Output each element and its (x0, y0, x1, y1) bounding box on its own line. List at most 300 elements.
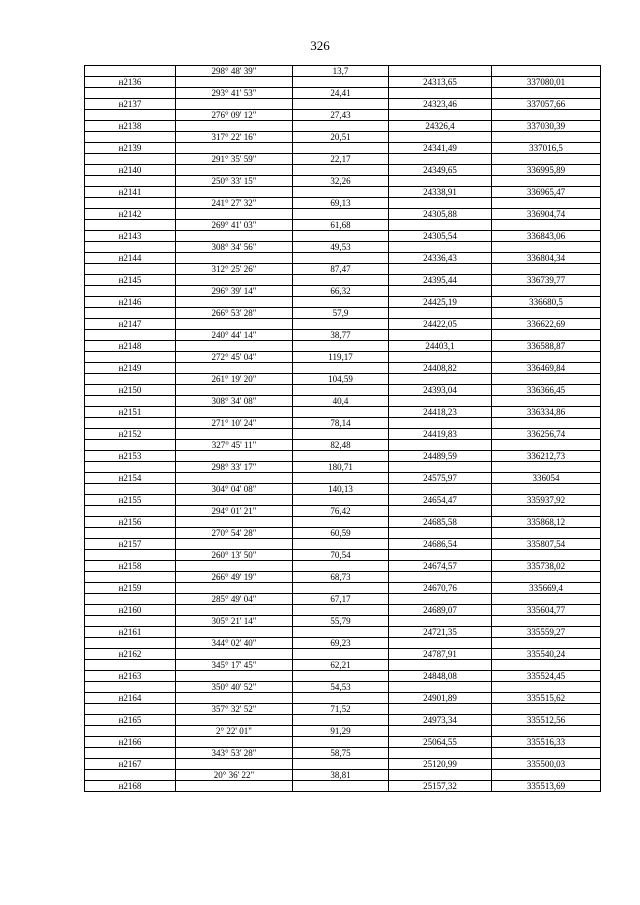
segment-length-cell-empty (293, 407, 389, 418)
segment-length-cell: 32,26 (293, 176, 389, 187)
segment-row (85, 198, 601, 209)
x-coordinate-cell-empty (389, 308, 492, 319)
y-coordinate-cell-empty (492, 308, 601, 319)
segment-row (85, 88, 601, 99)
x-coordinate-cell-empty (389, 110, 492, 121)
x-coordinate-cell-empty (389, 440, 492, 451)
direction-angle-cell-empty (176, 627, 293, 638)
direction-angle-cell: 312° 25' 26" (176, 264, 293, 275)
direction-angle-cell-empty (176, 341, 293, 352)
segment-row (85, 638, 601, 649)
direction-angle-cell: 2° 22' 01" (176, 726, 293, 737)
point-name-cell-empty (85, 374, 176, 385)
y-coordinate-cell: 336843,06 (492, 231, 601, 242)
direction-angle-cell-empty (176, 759, 293, 770)
direction-angle-cell-empty (176, 253, 293, 264)
point-name-cell: н2155 (85, 495, 176, 506)
segment-length-cell-empty (293, 385, 389, 396)
point-name-cell-empty (85, 748, 176, 759)
point-row (85, 671, 601, 682)
y-coordinate-cell: 336256,74 (492, 429, 601, 440)
x-coordinate-cell: 24689,07 (389, 605, 492, 616)
x-coordinate-cell-empty (389, 748, 492, 759)
point-name-cell-empty (85, 176, 176, 187)
point-name-cell: н2151 (85, 407, 176, 418)
point-name-cell-empty (85, 66, 176, 77)
segment-length-cell: 62,21 (293, 660, 389, 671)
direction-angle-cell: 270° 54' 28" (176, 528, 293, 539)
x-coordinate-cell: 25120,99 (389, 759, 492, 770)
direction-angle-cell: 293° 41' 53" (176, 88, 293, 99)
point-name-cell: н2166 (85, 737, 176, 748)
x-coordinate-cell-empty (389, 286, 492, 297)
y-coordinate-cell-empty (492, 264, 601, 275)
direction-angle-cell-empty (176, 561, 293, 572)
x-coordinate-cell: 24395,44 (389, 275, 492, 286)
direction-angle-cell: 345° 17' 45" (176, 660, 293, 671)
direction-angle-cell-empty (176, 451, 293, 462)
segment-length-cell-empty (293, 297, 389, 308)
y-coordinate-cell-empty (492, 88, 601, 99)
point-name-cell: н2144 (85, 253, 176, 264)
direction-angle-cell: 296° 39' 14" (176, 286, 293, 297)
y-coordinate-cell-empty (492, 528, 601, 539)
direction-angle-cell: 241° 27' 32" (176, 198, 293, 209)
y-coordinate-cell: 335937,92 (492, 495, 601, 506)
y-coordinate-cell-empty (492, 484, 601, 495)
coordinates-table-body (85, 66, 601, 792)
point-name-cell-empty (85, 242, 176, 253)
point-name-cell: н2160 (85, 605, 176, 616)
point-row (85, 253, 601, 264)
point-name-cell: н2161 (85, 627, 176, 638)
point-row (85, 121, 601, 132)
direction-angle-cell-empty (176, 737, 293, 748)
point-row (85, 649, 601, 660)
direction-angle-cell-empty (176, 187, 293, 198)
segment-row (85, 264, 601, 275)
x-coordinate-cell-empty (389, 374, 492, 385)
point-row (85, 363, 601, 374)
direction-angle-cell: 285° 49' 04" (176, 594, 293, 605)
point-name-cell: н2156 (85, 517, 176, 528)
point-name-cell-empty (85, 572, 176, 583)
x-coordinate-cell: 24305,88 (389, 209, 492, 220)
x-coordinate-cell: 24787,91 (389, 649, 492, 660)
point-row (85, 341, 601, 352)
segment-length-cell: 57,9 (293, 308, 389, 319)
segment-length-cell: 66,32 (293, 286, 389, 297)
x-coordinate-cell: 25157,32 (389, 781, 492, 792)
direction-angle-cell-empty (176, 539, 293, 550)
y-coordinate-cell-empty (492, 418, 601, 429)
segment-length-cell-empty (293, 583, 389, 594)
point-name-cell: н2149 (85, 363, 176, 374)
x-coordinate-cell-empty (389, 220, 492, 231)
point-name-cell: н2165 (85, 715, 176, 726)
y-coordinate-cell: 335512,56 (492, 715, 601, 726)
x-coordinate-cell: 24721,35 (389, 627, 492, 638)
direction-angle-cell: 20° 36' 22" (176, 770, 293, 781)
y-coordinate-cell: 336965,47 (492, 187, 601, 198)
direction-angle-cell: 271° 10' 24" (176, 418, 293, 429)
point-name-cell-empty (85, 704, 176, 715)
point-name-cell: н2152 (85, 429, 176, 440)
point-name-cell: н2142 (85, 209, 176, 220)
segment-length-cell-empty (293, 561, 389, 572)
segment-row (85, 220, 601, 231)
segment-length-cell: 54,53 (293, 682, 389, 693)
x-coordinate-cell: 24305,54 (389, 231, 492, 242)
y-coordinate-cell: 335807,54 (492, 539, 601, 550)
y-coordinate-cell: 335524,45 (492, 671, 601, 682)
y-coordinate-cell: 335868,12 (492, 517, 601, 528)
x-coordinate-cell: 24686,54 (389, 539, 492, 550)
point-name-cell: н2143 (85, 231, 176, 242)
y-coordinate-cell: 336334,86 (492, 407, 601, 418)
y-coordinate-cell: 337030,39 (492, 121, 601, 132)
point-row (85, 77, 601, 88)
point-name-cell: н2157 (85, 539, 176, 550)
direction-angle-cell: 294° 01' 21" (176, 506, 293, 517)
segment-row (85, 352, 601, 363)
direction-angle-cell: 344° 02' 40" (176, 638, 293, 649)
point-name-cell-empty (85, 110, 176, 121)
point-row (85, 627, 601, 638)
segment-length-cell: 76,42 (293, 506, 389, 517)
point-name-cell-empty (85, 264, 176, 275)
segment-length-cell-empty (293, 605, 389, 616)
direction-angle-cell: 343° 53' 28" (176, 748, 293, 759)
point-name-cell-empty (85, 550, 176, 561)
point-name-cell-empty (85, 88, 176, 99)
y-coordinate-cell: 336904,74 (492, 209, 601, 220)
segment-length-cell-empty (293, 209, 389, 220)
direction-angle-cell: 261° 19' 20" (176, 374, 293, 385)
segment-length-cell-empty (293, 693, 389, 704)
segment-row (85, 484, 601, 495)
segment-row (85, 770, 601, 781)
segment-length-cell: 82,48 (293, 440, 389, 451)
point-name-cell: н2136 (85, 77, 176, 88)
x-coordinate-cell-empty (389, 176, 492, 187)
segment-row (85, 594, 601, 605)
x-coordinate-cell: 24419,83 (389, 429, 492, 440)
x-coordinate-cell-empty (389, 396, 492, 407)
point-name-cell: н2146 (85, 297, 176, 308)
direction-angle-cell-empty (176, 517, 293, 528)
point-name-cell: н2159 (85, 583, 176, 594)
segment-row (85, 572, 601, 583)
direction-angle-cell-empty (176, 209, 293, 220)
y-coordinate-cell-empty (492, 374, 601, 385)
direction-angle-cell: 308° 34' 08" (176, 396, 293, 407)
x-coordinate-cell: 24670,76 (389, 583, 492, 594)
segment-length-cell-empty (293, 737, 389, 748)
direction-angle-cell: 269° 41' 03" (176, 220, 293, 231)
point-row (85, 231, 601, 242)
y-coordinate-cell-empty (492, 660, 601, 671)
point-name-cell: н2148 (85, 341, 176, 352)
point-name-cell: н2164 (85, 693, 176, 704)
segment-length-cell: 55,79 (293, 616, 389, 627)
y-coordinate-cell-empty (492, 594, 601, 605)
x-coordinate-cell: 24393,04 (389, 385, 492, 396)
segment-length-cell-empty (293, 539, 389, 550)
direction-angle-cell-empty (176, 583, 293, 594)
y-coordinate-cell: 337016,5 (492, 143, 601, 154)
point-row (85, 165, 601, 176)
point-row (85, 275, 601, 286)
direction-angle-cell-empty (176, 693, 293, 704)
x-coordinate-cell: 24403,1 (389, 341, 492, 352)
point-name-cell-empty (85, 660, 176, 671)
x-coordinate-cell-empty (389, 506, 492, 517)
y-coordinate-cell-empty (492, 440, 601, 451)
point-name-cell-empty (85, 462, 176, 473)
y-coordinate-cell-empty (492, 616, 601, 627)
point-row (85, 297, 601, 308)
segment-length-cell-empty (293, 781, 389, 792)
segment-row (85, 550, 601, 561)
x-coordinate-cell: 24489,59 (389, 451, 492, 462)
y-coordinate-cell-empty (492, 66, 601, 77)
direction-angle-cell: 272° 45' 04" (176, 352, 293, 363)
direction-angle-cell-empty (176, 77, 293, 88)
segment-row (85, 308, 601, 319)
direction-angle-cell: 250° 33' 15" (176, 176, 293, 187)
direction-angle-cell-empty (176, 781, 293, 792)
x-coordinate-cell-empty (389, 352, 492, 363)
segment-row (85, 616, 601, 627)
direction-angle-cell-empty (176, 143, 293, 154)
direction-angle-cell-empty (176, 99, 293, 110)
x-coordinate-cell-empty (389, 330, 492, 341)
x-coordinate-cell: 24408,82 (389, 363, 492, 374)
x-coordinate-cell-empty (389, 726, 492, 737)
segment-length-cell-empty (293, 429, 389, 440)
y-coordinate-cell: 335500,03 (492, 759, 601, 770)
segment-row (85, 704, 601, 715)
y-coordinate-cell: 335515,62 (492, 693, 601, 704)
x-coordinate-cell: 24973,34 (389, 715, 492, 726)
segment-length-cell: 61,68 (293, 220, 389, 231)
direction-angle-cell: 317° 22' 16" (176, 132, 293, 143)
y-coordinate-cell-empty (492, 176, 601, 187)
direction-angle-cell: 298° 48' 39" (176, 66, 293, 77)
point-name-cell-empty (85, 638, 176, 649)
point-name-cell: н2140 (85, 165, 176, 176)
direction-angle-cell: 327° 45' 11" (176, 440, 293, 451)
segment-row (85, 286, 601, 297)
point-name-cell: н2141 (85, 187, 176, 198)
x-coordinate-cell-empty (389, 154, 492, 165)
y-coordinate-cell-empty (492, 550, 601, 561)
segment-length-cell: 22,17 (293, 154, 389, 165)
direction-angle-cell: 260° 13' 50" (176, 550, 293, 561)
segment-length-cell: 104,59 (293, 374, 389, 385)
segment-length-cell: 70,54 (293, 550, 389, 561)
point-row (85, 319, 601, 330)
direction-angle-cell-empty (176, 715, 293, 726)
point-row (85, 759, 601, 770)
segment-row (85, 682, 601, 693)
segment-length-cell: 68,73 (293, 572, 389, 583)
direction-angle-cell: 276° 09' 12" (176, 110, 293, 121)
x-coordinate-cell: 24313,65 (389, 77, 492, 88)
point-name-cell-empty (85, 154, 176, 165)
point-row (85, 693, 601, 704)
y-coordinate-cell-empty (492, 242, 601, 253)
segment-length-cell: 20,51 (293, 132, 389, 143)
point-name-cell: н2167 (85, 759, 176, 770)
segment-length-cell: 78,14 (293, 418, 389, 429)
y-coordinate-cell-empty (492, 352, 601, 363)
y-coordinate-cell: 336469,84 (492, 363, 601, 374)
point-name-cell: н2145 (85, 275, 176, 286)
x-coordinate-cell-empty (389, 594, 492, 605)
x-coordinate-cell-empty (389, 770, 492, 781)
point-name-cell-empty (85, 132, 176, 143)
y-coordinate-cell-empty (492, 198, 601, 209)
x-coordinate-cell-empty (389, 418, 492, 429)
point-row (85, 407, 601, 418)
direction-angle-cell: 305° 21' 14" (176, 616, 293, 627)
y-coordinate-cell-empty (492, 506, 601, 517)
y-coordinate-cell: 336054 (492, 473, 601, 484)
segment-length-cell: 38,81 (293, 770, 389, 781)
point-row (85, 429, 601, 440)
x-coordinate-cell: 24425,19 (389, 297, 492, 308)
segment-length-cell: 67,17 (293, 594, 389, 605)
direction-angle-cell: 266° 53' 28" (176, 308, 293, 319)
y-coordinate-cell-empty (492, 704, 601, 715)
y-coordinate-cell-empty (492, 726, 601, 737)
point-name-cell-empty (85, 286, 176, 297)
y-coordinate-cell-empty (492, 286, 601, 297)
y-coordinate-cell: 336212,73 (492, 451, 601, 462)
point-name-cell-empty (85, 726, 176, 737)
x-coordinate-cell-empty (389, 528, 492, 539)
point-name-cell: н2139 (85, 143, 176, 154)
x-coordinate-cell: 24326,4 (389, 121, 492, 132)
y-coordinate-cell-empty (492, 154, 601, 165)
segment-row (85, 396, 601, 407)
point-name-cell-empty (85, 616, 176, 627)
segment-length-cell-empty (293, 517, 389, 528)
segment-length-cell: 91,29 (293, 726, 389, 737)
segment-length-cell: 71,52 (293, 704, 389, 715)
y-coordinate-cell: 337057,66 (492, 99, 601, 110)
segment-length-cell-empty (293, 275, 389, 286)
segment-length-cell-empty (293, 99, 389, 110)
segment-length-cell-empty (293, 77, 389, 88)
x-coordinate-cell-empty (389, 462, 492, 473)
direction-angle-cell: 266° 49' 19" (176, 572, 293, 583)
segment-length-cell-empty (293, 231, 389, 242)
y-coordinate-cell: 335559,27 (492, 627, 601, 638)
y-coordinate-cell: 336366,45 (492, 385, 601, 396)
segment-length-cell: 69,23 (293, 638, 389, 649)
segment-length-cell: 119,17 (293, 352, 389, 363)
x-coordinate-cell-empty (389, 682, 492, 693)
point-name-cell: н2150 (85, 385, 176, 396)
x-coordinate-cell-empty (389, 242, 492, 253)
segment-length-cell: 49,53 (293, 242, 389, 253)
direction-angle-cell-empty (176, 605, 293, 616)
point-name-cell: н2147 (85, 319, 176, 330)
y-coordinate-cell-empty (492, 132, 601, 143)
direction-angle-cell-empty (176, 495, 293, 506)
x-coordinate-cell-empty (389, 704, 492, 715)
point-name-cell-empty (85, 484, 176, 495)
point-name-cell: н2154 (85, 473, 176, 484)
x-coordinate-cell-empty (389, 264, 492, 275)
segment-row (85, 462, 601, 473)
segment-length-cell-empty (293, 627, 389, 638)
point-name-cell-empty (85, 682, 176, 693)
segment-length-cell: 87,47 (293, 264, 389, 275)
segment-length-cell-empty (293, 363, 389, 374)
point-name-cell: н2138 (85, 121, 176, 132)
point-name-cell: н2137 (85, 99, 176, 110)
y-coordinate-cell-empty (492, 770, 601, 781)
x-coordinate-cell: 25064,55 (389, 737, 492, 748)
page-number: 326 (310, 38, 330, 53)
segment-length-cell: 27,43 (293, 110, 389, 121)
point-name-cell-empty (85, 198, 176, 209)
y-coordinate-cell: 335738,02 (492, 561, 601, 572)
point-name-cell-empty (85, 308, 176, 319)
segment-row (85, 242, 601, 253)
point-row (85, 561, 601, 572)
direction-angle-cell-empty (176, 275, 293, 286)
y-coordinate-cell-empty (492, 572, 601, 583)
point-row (85, 715, 601, 726)
point-name-cell-empty (85, 440, 176, 451)
segment-length-cell: 180,71 (293, 462, 389, 473)
y-coordinate-cell: 335540,24 (492, 649, 601, 660)
segment-length-cell-empty (293, 253, 389, 264)
point-name-cell-empty (85, 770, 176, 781)
direction-angle-cell-empty (176, 671, 293, 682)
point-row (85, 143, 601, 154)
point-name-cell: н2163 (85, 671, 176, 682)
x-coordinate-cell: 24848,08 (389, 671, 492, 682)
direction-angle-cell: 357° 32' 52" (176, 704, 293, 715)
segment-row (85, 660, 601, 671)
point-row (85, 385, 601, 396)
segment-row (85, 374, 601, 385)
x-coordinate-cell-empty (389, 660, 492, 671)
point-row (85, 517, 601, 528)
direction-angle-cell-empty (176, 363, 293, 374)
segment-length-cell-empty (293, 671, 389, 682)
y-coordinate-cell: 335604,77 (492, 605, 601, 616)
direction-angle-cell-empty (176, 385, 293, 396)
segment-length-cell-empty (293, 121, 389, 132)
x-coordinate-cell-empty (389, 484, 492, 495)
y-coordinate-cell: 336680,5 (492, 297, 601, 308)
direction-angle-cell-empty (176, 165, 293, 176)
segment-length-cell: 13,7 (293, 66, 389, 77)
y-coordinate-cell: 336622,69 (492, 319, 601, 330)
segment-length-cell: 58,75 (293, 748, 389, 759)
direction-angle-cell-empty (176, 407, 293, 418)
y-coordinate-cell: 336995,89 (492, 165, 601, 176)
point-row (85, 99, 601, 110)
x-coordinate-cell-empty (389, 572, 492, 583)
